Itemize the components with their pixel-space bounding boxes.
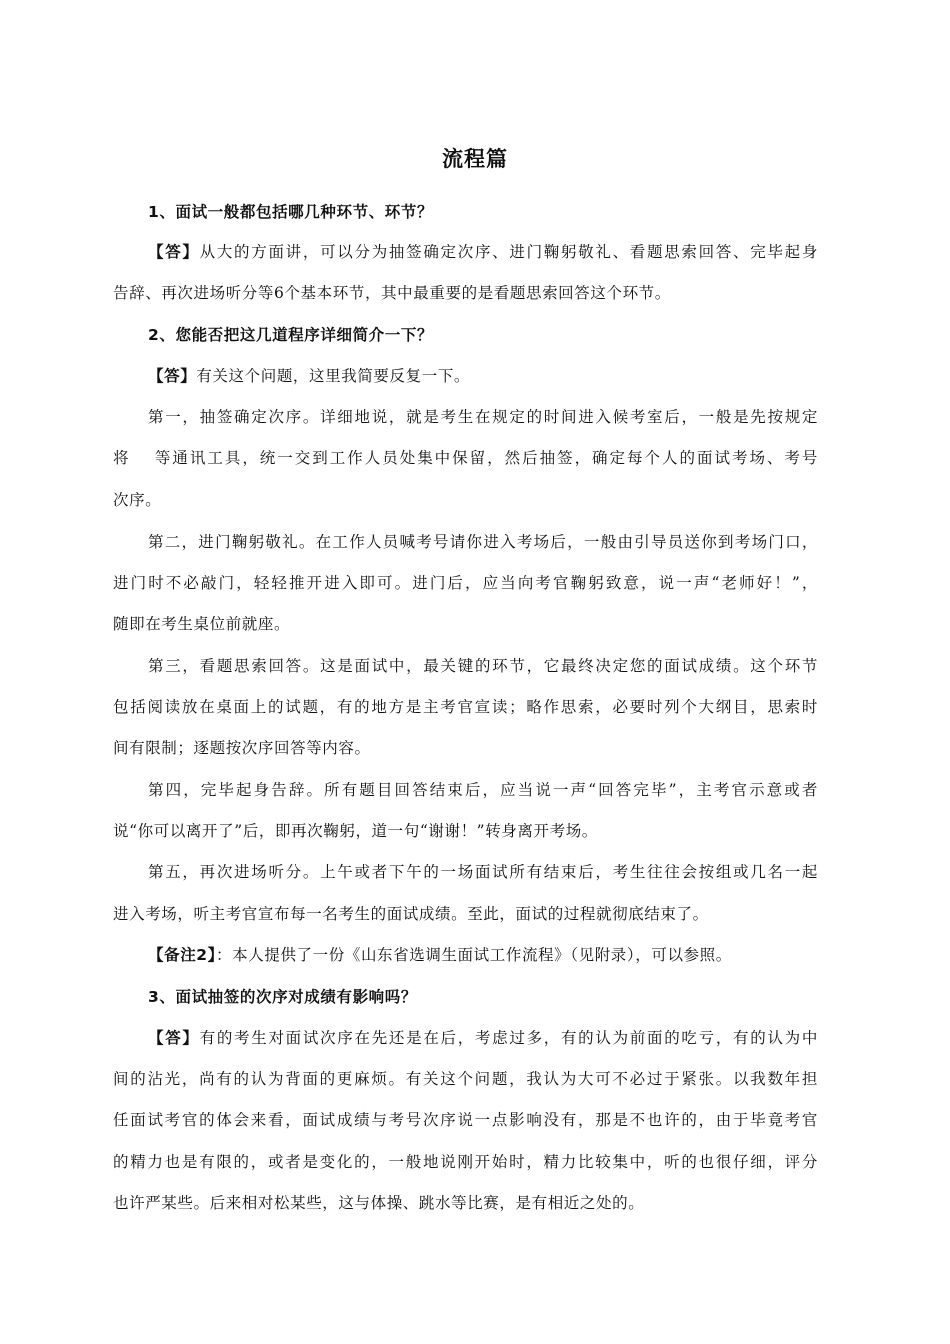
question-1: 1、面试一般都包括哪几种环节、环节？: [148, 203, 434, 221]
answer-text: 有关这个问题，这里我简要反复一下。: [196, 367, 471, 385]
question-3: 3、面试抽签的次序对成绩有影响吗？: [148, 988, 417, 1006]
answer-1-line-1: [148, 240, 818, 262]
step-4-line-2: 说“你可以离开了”后，即再次鞠躬，道一句“谢谢！”转身离开考场。: [113, 822, 598, 840]
question-2: 2、您能否把这几道程序详细简介一下？: [148, 326, 434, 344]
step-4-line-1: 第四，完毕起身告辞。所有题目回答结束后，应当说一声“回答完毕”，主考官示意或者: [148, 781, 818, 799]
step-2-line-3: 随即在考生桌位前就座。: [113, 615, 291, 633]
step-1-line-2: 将 等通讯工具，统一交到工作人员处集中保留，然后抽签，确定每个人的面试考场、考号: [113, 449, 818, 467]
note-label: 【备注2】: [148, 946, 217, 964]
step-3-line-2: 包括阅读放在桌面上的试题，有的地方是主考官宣读；略作思索，必要时列个大纲目，思索时: [113, 698, 818, 716]
answer-label: 【答】: [148, 1029, 200, 1047]
step-5-line-2: 进入考场，听主考官宣布每一名考生的面试成绩。至此，面试的过程就彻底结束了。: [113, 905, 709, 923]
answer-3-line-1: [148, 1026, 818, 1048]
answer-label: 【答】: [148, 367, 197, 385]
answer-3-line-2: 间的沾光，尚有的认为背面的更麻烦。有关这个问题，我认为大可不必过于紧张。以我数年担: [113, 1070, 818, 1088]
step-2-line-2: 进门时不必敲门，轻轻推开进入即可。进门后，应当向考官鞠躬致意，说一声“老师好！”，: [113, 574, 818, 592]
answer-3-line-3: 任面试考官的体会来看，面试成绩与考号次序说一点影响没有，那是不也许的，由于毕竟考官: [113, 1111, 818, 1129]
note-text: ：本人提供了一份《山东省选调生面试工作流程》（见附录），可以参照。: [216, 946, 732, 964]
answer-1-line-2: 告辞、再次进场听分等6个基本环节，其中最重要的是看题思索回答这个环节。: [113, 284, 671, 302]
answer-2-line-1: [148, 364, 818, 386]
answer-text: 从大的方面讲，可以分为抽签确定次序、进门鞠躬敬礼、看题思索回答、完毕起身: [199, 243, 818, 261]
note-2: [148, 943, 818, 965]
step-1-line-1: 第一，抽签确定次序。详细地说，就是考生在规定的时间进入候考室后，一般是先按规定: [148, 408, 818, 426]
answer-3-line-5: 也许严某些。后来相对松某些，这与体操、跳水等比赛，是有相近之处的。: [113, 1194, 645, 1212]
step-1-line-3: 次序。: [113, 491, 162, 509]
step-2-line-1: 第二，进门鞠躬敬礼。在工作人员喊考号请你进入考场后，一般由引导员送你到考场门口，: [148, 533, 818, 551]
step-5-line-1: 第五，再次进场听分。上午或者下午的一场面试所有结束后，考生往往会按组或几名一起: [148, 863, 818, 881]
step-3-line-1: 第三，看题思索回答。这是面试中，最关键的环节，它最终决定您的面试成绩。这个环节: [148, 657, 818, 675]
answer-text: 有的考生对面试次序在先还是在后，考虑过多，有的认为前面的吃亏，有的认为中: [199, 1029, 818, 1047]
step-3-line-3: 间有限制；逐题按次序回答等内容。: [113, 739, 371, 757]
page-title: 流程篇: [442, 147, 508, 171]
answer-label: 【答】: [148, 243, 200, 261]
answer-3-line-4: 的精力也是有限的，或者是变化的，一般地说刚开始时，精力比较集中，听的也很仔细，评分: [113, 1153, 818, 1171]
